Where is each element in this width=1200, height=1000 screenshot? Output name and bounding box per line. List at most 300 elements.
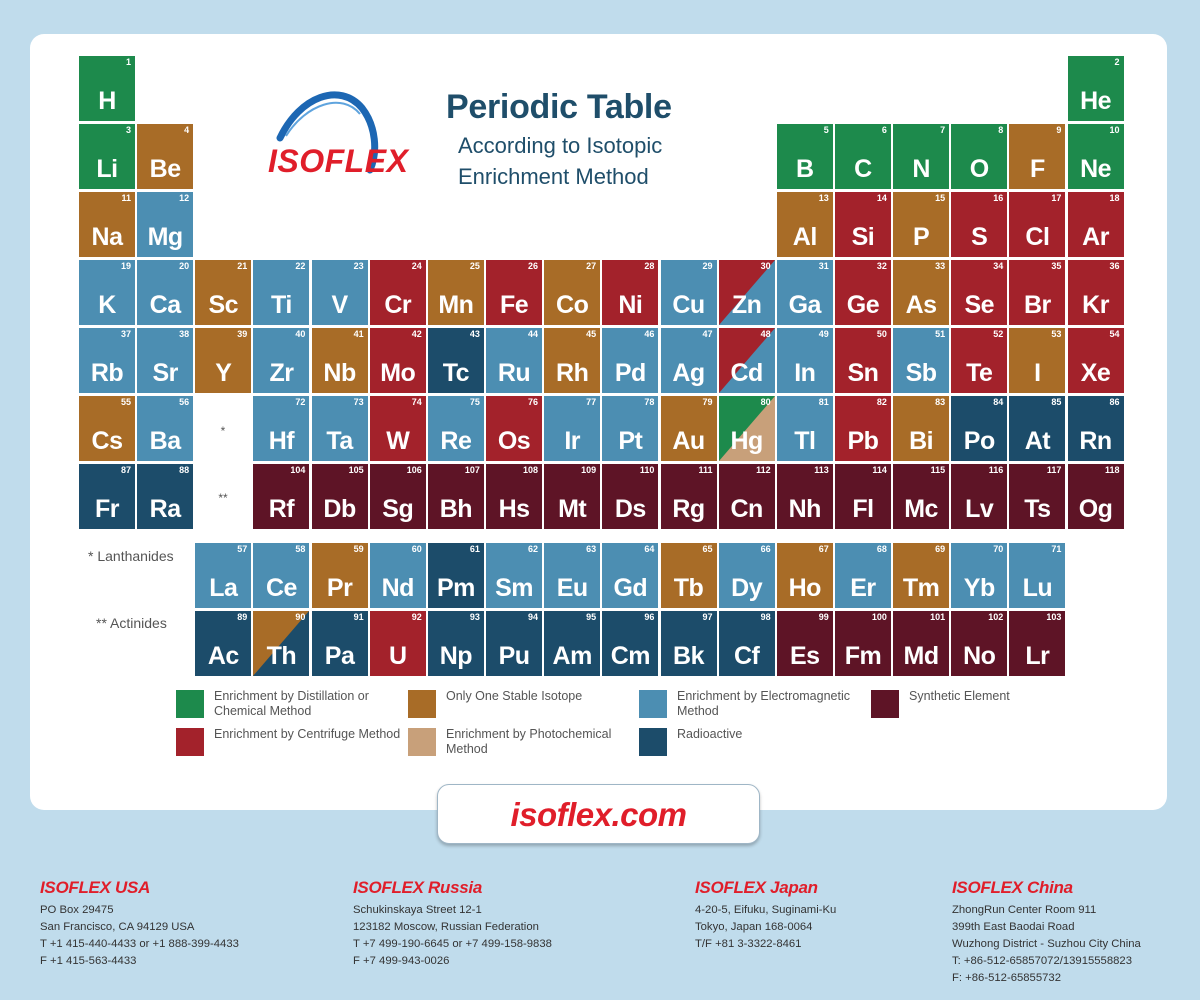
element-ge [835, 260, 891, 325]
office-address-line: F +7 499-943-0026 [353, 955, 450, 967]
element-b [777, 124, 833, 189]
element-symbol: Th [266, 642, 297, 670]
office-russia [353, 878, 613, 970]
element-w [370, 396, 426, 461]
element-symbol: As [905, 291, 937, 319]
element-symbol: Mn [438, 291, 474, 319]
element-symbol: Te [966, 359, 993, 387]
atomic-number: 75 [469, 397, 480, 407]
atomic-number: 44 [528, 329, 539, 339]
atomic-number: 69 [935, 544, 946, 554]
atomic-number: 23 [353, 261, 364, 271]
element-symbol: Rf [268, 495, 295, 523]
element-mn [428, 260, 484, 325]
element-symbol: Ir [564, 427, 581, 455]
office-name: ISOFLEX China [952, 878, 1073, 897]
atomic-number: 64 [644, 544, 655, 554]
page-subtitle-line-1: According to Isotopic [458, 133, 663, 158]
element-symbol: No [963, 642, 996, 670]
atomic-number: 10 [1109, 125, 1120, 135]
element-pd [602, 328, 658, 393]
lanthanide-marker: * [220, 424, 226, 438]
atomic-number: 51 [935, 329, 946, 339]
element-symbol: Yb [963, 574, 995, 602]
element-ru [486, 328, 542, 393]
atomic-number: 2 [1114, 57, 1120, 67]
atomic-number: 8 [998, 125, 1004, 135]
atomic-number: 107 [464, 465, 480, 475]
atomic-number: 78 [644, 397, 655, 407]
legend-swatch-synthetic [871, 690, 899, 718]
element-cm [602, 611, 658, 676]
element-symbol: H [98, 87, 116, 115]
element-symbol: Ag [672, 359, 705, 387]
legend-swatch-distillation [176, 690, 204, 718]
element-ni [602, 260, 658, 325]
atomic-number: 83 [935, 397, 946, 407]
legend-label-radioactive: Radioactive [677, 727, 743, 741]
element-gd [602, 543, 658, 608]
element-cl [1009, 192, 1065, 257]
element-rg [661, 464, 717, 529]
element-symbol: Lu [1022, 574, 1053, 602]
element-symbol: At [1024, 427, 1051, 455]
office-address-line: F +1 415-563-4433 [40, 955, 137, 967]
element-cs [79, 396, 135, 461]
atomic-number: 101 [930, 612, 946, 622]
atomic-number: 30 [760, 261, 771, 271]
atomic-number: 91 [353, 612, 364, 622]
office-address-line: T: +86-512-65857072/13915558823 [952, 955, 1132, 967]
element-symbol: Cd [730, 359, 763, 387]
element-cr [370, 260, 426, 325]
legend-swatch-radioactive [639, 728, 667, 756]
atomic-number: 35 [1051, 261, 1062, 271]
element-fe [486, 260, 542, 325]
website-box[interactable] [437, 784, 760, 844]
element-ti [253, 260, 309, 325]
element-symbol: Fr [95, 495, 119, 523]
atomic-number: 85 [1051, 397, 1062, 407]
element-la [195, 543, 251, 608]
element-symbol: Au [672, 427, 705, 455]
atomic-number: 63 [586, 544, 597, 554]
office-address-line: 123182 Moscow, Russian Federation [353, 921, 539, 933]
atomic-number: 57 [237, 544, 248, 554]
atomic-number: 117 [1046, 465, 1062, 475]
element-po [951, 396, 1007, 461]
atomic-number: 31 [818, 261, 829, 271]
element-no [951, 611, 1007, 676]
element-symbol: Pm [436, 574, 475, 602]
element-symbol: Y [215, 359, 232, 387]
element-symbol: Ar [1082, 223, 1109, 251]
logo-text: ISOFLEX [268, 143, 409, 179]
element-re [428, 396, 484, 461]
element-f [1009, 124, 1065, 189]
atomic-number: 16 [993, 193, 1004, 203]
element-symbol: Md [903, 642, 939, 670]
element-mo [370, 328, 426, 393]
atomic-number: 22 [295, 261, 306, 271]
element-pr [312, 543, 368, 608]
element-o [951, 124, 1007, 189]
atomic-number: 72 [295, 397, 306, 407]
element-symbol: Si [851, 223, 875, 251]
atomic-number: 3 [125, 125, 131, 135]
element-tb [661, 543, 717, 608]
element-eu [544, 543, 600, 608]
element-tl [777, 396, 833, 461]
atomic-number: 114 [872, 465, 887, 475]
element-db [312, 464, 368, 529]
atomic-number: 29 [702, 261, 713, 271]
atomic-number: 46 [644, 329, 655, 339]
atomic-number: 77 [586, 397, 597, 407]
element-fl [835, 464, 891, 529]
element-symbol: W [386, 427, 410, 455]
element-mg [137, 192, 193, 257]
element-symbol: Xe [1080, 359, 1111, 387]
atomic-number: 110 [639, 465, 655, 475]
element-as [893, 260, 949, 325]
office-china [952, 878, 1200, 987]
legend-swatch-photochemical [408, 728, 436, 756]
element-cn [719, 464, 775, 529]
element-n [893, 124, 949, 189]
element-symbol: Be [149, 155, 181, 183]
element-cu [661, 260, 717, 325]
element-na [79, 192, 135, 257]
element-symbol: Bi [909, 427, 934, 455]
office-address-line: ZhongRun Center Room 911 [952, 904, 1097, 916]
element-symbol: Pa [324, 642, 355, 670]
element-symbol: C [854, 155, 872, 183]
element-co [544, 260, 600, 325]
atomic-number: 87 [120, 465, 131, 475]
element-lr [1009, 611, 1065, 676]
atomic-number: 93 [469, 612, 480, 622]
element-th [253, 611, 309, 676]
atomic-number: 104 [290, 465, 306, 475]
element-symbol: Er [850, 574, 876, 602]
atomic-number: 67 [818, 544, 829, 554]
atomic-number: 74 [411, 397, 422, 407]
element-ho [777, 543, 833, 608]
element-symbol: Ra [149, 495, 181, 523]
element-rf [253, 464, 309, 529]
element-symbol: P [913, 223, 930, 251]
atomic-number: 52 [993, 329, 1004, 339]
element-he [1068, 56, 1124, 121]
element-zn [719, 260, 775, 325]
atomic-number: 82 [876, 397, 887, 407]
element-symbol: Ne [1080, 155, 1112, 183]
element-symbol: Rb [90, 359, 124, 387]
office-address-line: 4-20-5, Eifuku, Suginami-Ku [695, 904, 837, 916]
atomic-number: 66 [760, 544, 771, 554]
element-symbol: Sn [847, 359, 879, 387]
atomic-number: 65 [702, 544, 713, 554]
atomic-number: 34 [993, 261, 1004, 271]
atomic-number: 88 [179, 465, 190, 475]
atomic-number: 47 [702, 329, 713, 339]
atomic-number: 86 [1109, 397, 1120, 407]
element-sm [486, 543, 542, 608]
element-symbol: Rh [556, 359, 589, 387]
element-symbol: Sm [495, 574, 533, 602]
office-address-line: Schukinskaya Street 12-1 [353, 904, 482, 916]
element-y [195, 328, 251, 393]
element-symbol: Tc [442, 359, 470, 387]
element-ca [137, 260, 193, 325]
element-ra [137, 464, 193, 529]
atomic-number: 45 [586, 329, 597, 339]
atomic-number: 40 [295, 329, 306, 339]
atomic-number: 105 [348, 465, 364, 475]
element-symbol: Ho [788, 574, 821, 602]
atomic-number: 79 [702, 397, 713, 407]
element-symbol: Ts [1024, 495, 1051, 523]
element-symbol: B [796, 155, 814, 183]
element-symbol: Cr [384, 291, 412, 319]
atomic-number: 38 [179, 329, 190, 339]
office-address-line: PO Box 29475 [40, 904, 114, 916]
element-symbol: Es [790, 642, 820, 670]
element-symbol: F [1030, 155, 1045, 183]
office-address-line: Tokyo, Japan 168-0064 [695, 921, 813, 933]
lanthanides-label: * Lanthanides [88, 548, 174, 564]
element-dy [719, 543, 775, 608]
atomic-number: 115 [930, 465, 946, 475]
element-tc [428, 328, 484, 393]
atomic-number: 96 [644, 612, 655, 622]
element-symbol: Re [440, 427, 472, 455]
element-symbol: Pd [614, 359, 646, 387]
element-symbol: Rg [672, 495, 705, 523]
element-hf [253, 396, 309, 461]
atomic-number: 70 [993, 544, 1004, 554]
element-es [777, 611, 833, 676]
atomic-number: 24 [411, 261, 422, 271]
element-symbol: Cl [1025, 223, 1050, 251]
atomic-number: 80 [760, 397, 771, 407]
element-symbol: Cu [672, 291, 705, 319]
element-symbol: Fm [844, 642, 882, 670]
element-symbol: Sg [382, 495, 414, 523]
element-pa [312, 611, 368, 676]
element-symbol: Ge [846, 291, 880, 319]
legend-label-centrifuge: Enrichment by Centrifuge Method [214, 727, 401, 741]
legend-label-synthetic: Synthetic Element [909, 689, 1010, 703]
element-er [835, 543, 891, 608]
element-hg [719, 396, 775, 461]
element-bk [661, 611, 717, 676]
element-lv [951, 464, 1007, 529]
actinides-label: ** Actinides [96, 615, 167, 631]
atomic-number: 100 [871, 612, 887, 622]
element-symbol: O [969, 155, 989, 183]
atomic-number: 58 [295, 544, 306, 554]
element-rh [544, 328, 600, 393]
atomic-number: 18 [1109, 193, 1120, 203]
atomic-number: 94 [528, 612, 539, 622]
element-og [1068, 464, 1124, 529]
element-i [1009, 328, 1065, 393]
element-symbol: Os [497, 427, 531, 455]
atomic-number: 54 [1109, 329, 1120, 339]
element-symbol: Pr [326, 574, 353, 602]
atomic-number: 60 [411, 544, 422, 554]
element-symbol: Sc [208, 291, 239, 319]
atomic-number: 55 [120, 397, 131, 407]
atomic-number: 92 [411, 612, 422, 622]
element-v [312, 260, 368, 325]
atomic-number: 111 [698, 465, 713, 475]
element-al [777, 192, 833, 257]
element-pu [486, 611, 542, 676]
element-sb [893, 328, 949, 393]
element-pm [428, 543, 484, 608]
element-pt [602, 396, 658, 461]
element-pb [835, 396, 891, 461]
element-bh [428, 464, 484, 529]
atomic-number: 12 [179, 193, 190, 203]
element-symbol: Al [792, 223, 817, 251]
element-symbol: Cf [733, 642, 760, 670]
office-name: ISOFLEX Japan [695, 878, 818, 897]
legend-swatch-single [408, 690, 436, 718]
element-symbol: Gd [613, 574, 648, 602]
element-ne [1068, 124, 1124, 189]
atomic-number: 118 [1105, 465, 1120, 475]
element-symbol: N [912, 155, 930, 183]
element-lu [1009, 543, 1065, 608]
element-sr [137, 328, 193, 393]
element-c [835, 124, 891, 189]
element-in [777, 328, 833, 393]
element-ar [1068, 192, 1124, 257]
element-symbol: Bk [673, 642, 704, 670]
atomic-number: 42 [411, 329, 422, 339]
atomic-number: 1 [125, 57, 131, 67]
atomic-number: 9 [1056, 125, 1062, 135]
element-br [1009, 260, 1065, 325]
atomic-number: 103 [1046, 612, 1062, 622]
element-symbol: La [209, 574, 238, 602]
legend-label-distillation: Enrichment by Distillation or Chemical Method [214, 689, 369, 718]
element-symbol: V [331, 291, 348, 319]
atomic-number: 109 [581, 465, 597, 475]
element-symbol: Ni [618, 291, 643, 319]
element-ga [777, 260, 833, 325]
atomic-number: 32 [876, 261, 887, 271]
element-ce [253, 543, 309, 608]
element-symbol: Ac [207, 642, 239, 670]
atomic-number: 41 [353, 329, 364, 339]
office-name: ISOFLEX USA [40, 878, 151, 897]
office-japan [695, 878, 955, 953]
atomic-number: 28 [644, 261, 655, 271]
element-zr [253, 328, 309, 393]
atomic-number: 73 [353, 397, 364, 407]
atomic-number: 108 [523, 465, 539, 475]
element-symbol: K [98, 291, 116, 319]
office-address-line: T +7 499-190-6645 or +7 499-158-9838 [353, 938, 552, 950]
atomic-number: 49 [818, 329, 829, 339]
element-symbol: In [794, 359, 816, 387]
element-cf [719, 611, 775, 676]
atomic-number: 84 [993, 397, 1004, 407]
element-te [951, 328, 1007, 393]
element-symbol: I [1034, 359, 1041, 387]
element-symbol: S [971, 223, 988, 251]
office-usa [40, 878, 300, 970]
legend-label-photochemical: Enrichment by Photochemical Method [446, 727, 612, 756]
element-ag [661, 328, 717, 393]
element-bi [893, 396, 949, 461]
legend-swatch-centrifuge [176, 728, 204, 756]
element-symbol: Na [91, 223, 123, 251]
atomic-number: 98 [760, 612, 771, 622]
element-symbol: Mc [904, 495, 938, 523]
atomic-number: 19 [120, 261, 131, 271]
office-address-line: San Francisco, CA 94129 USA [40, 921, 195, 933]
atomic-number: 17 [1051, 193, 1062, 203]
element-symbol: Pu [498, 642, 530, 670]
element-tm [893, 543, 949, 608]
element-symbol: Ba [149, 427, 181, 455]
element-symbol: Ga [788, 291, 821, 319]
element-symbol: Se [964, 291, 995, 319]
element-symbol: Zr [269, 359, 294, 387]
atomic-number: 33 [935, 261, 946, 271]
element-symbol: Nd [381, 574, 414, 602]
atomic-number: 56 [179, 397, 190, 407]
element-symbol: Tb [673, 574, 704, 602]
element-hs [486, 464, 542, 529]
atomic-number: 43 [469, 329, 480, 339]
element-sg [370, 464, 426, 529]
element-symbol: Pb [847, 427, 879, 455]
atomic-number: 90 [295, 612, 306, 622]
element-symbol: Sr [152, 359, 178, 387]
element-nb [312, 328, 368, 393]
element-ba [137, 396, 193, 461]
element-symbol: Pt [618, 427, 643, 455]
page-subtitle-line-2: Enrichment Method [458, 164, 649, 189]
element-mc [893, 464, 949, 529]
element-symbol: Ce [265, 574, 297, 602]
element-symbol: Sb [905, 359, 937, 387]
atomic-number: 61 [469, 544, 480, 554]
element-at [1009, 396, 1065, 461]
atomic-number: 7 [940, 125, 946, 135]
element-yb [951, 543, 1007, 608]
atomic-number: 37 [120, 329, 131, 339]
atomic-number: 99 [818, 612, 829, 622]
element-symbol: Fl [852, 495, 874, 523]
element-u [370, 611, 426, 676]
atomic-number: 36 [1109, 261, 1120, 271]
atomic-number: 81 [818, 397, 829, 407]
element-cd [719, 328, 775, 393]
element-symbol: Ti [271, 291, 292, 319]
office-address-line: T/F +81 3-3322-8461 [695, 938, 802, 950]
atomic-number: 68 [876, 544, 887, 554]
atomic-number: 21 [237, 261, 248, 271]
website-link[interactable]: isoflex.com [510, 796, 687, 833]
